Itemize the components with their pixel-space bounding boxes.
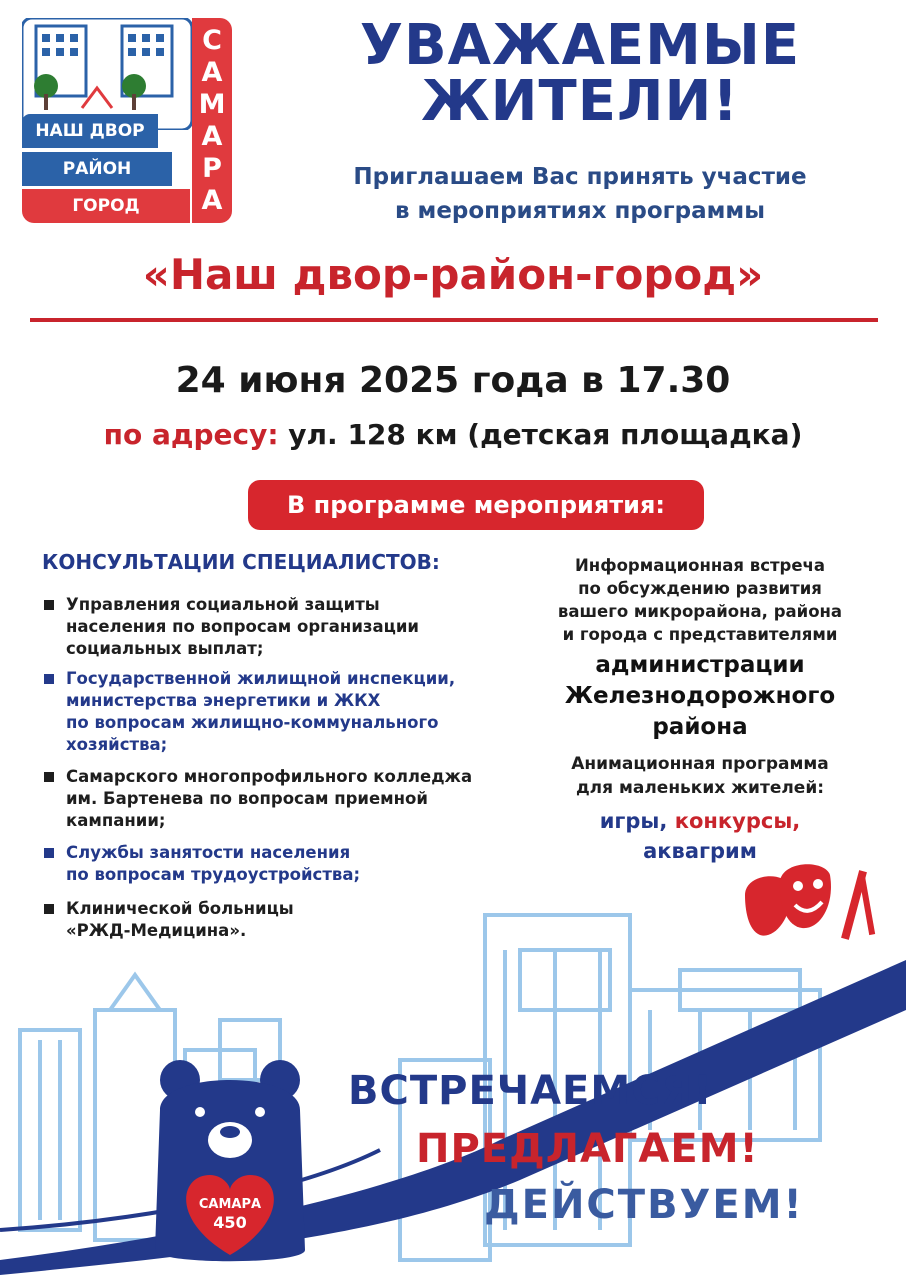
divider (30, 318, 878, 322)
slogan-propose: ПРЕДЛАГАЕМ! (416, 1126, 759, 1172)
heart-line-1: САМАРА (198, 1197, 262, 1212)
item-line: Управления социальной защиты (66, 595, 380, 614)
slogan-act: ДЕЙСТВУЕМ! (484, 1182, 804, 1228)
bullet-icon (44, 904, 54, 914)
program-badge: В программе мероприятия: (248, 480, 704, 530)
title-line-1: УВАЖАЕМЫЕ (359, 13, 801, 78)
item-line: по вопросам трудоустройства; (66, 865, 361, 884)
item-line: Службы занятости населения (66, 843, 351, 862)
subtitle-line-1: Приглашаем Вас принять участие (353, 164, 807, 190)
info-line: вашего микрорайона, района (557, 602, 843, 621)
heart-line-2: 450 (213, 1213, 247, 1232)
bear-mascot-icon (150, 1050, 310, 1270)
anim-line: для маленьких жителей: (575, 778, 825, 798)
admin-line: администрации (595, 652, 805, 678)
info-meeting-text (520, 554, 880, 646)
item-line: населения по вопросам организации (66, 617, 419, 636)
item-line: хозяйства; (66, 735, 168, 754)
item-line: Государственной жилищной инспекции, (66, 669, 456, 688)
bullet-icon (44, 600, 54, 610)
address-value: ул. 128 км (детская площадка) (288, 418, 803, 451)
address-label: по адресу: (103, 418, 279, 451)
bullet-icon (44, 848, 54, 858)
event-address (0, 418, 906, 451)
item-line: Клинической больницы (66, 899, 294, 918)
item-line: Самарского многопрофильного колледжа (66, 767, 473, 786)
logo-raion: РАЙОН (22, 152, 172, 186)
consultation-item (44, 898, 484, 942)
consultation-item (44, 766, 484, 832)
consultation-item (44, 842, 484, 886)
slogan-meet: ВСТРЕЧАЕМСЯ! (348, 1068, 713, 1114)
item-line: кампании; (66, 811, 166, 830)
info-line: Информационная встреча (575, 556, 825, 575)
title-line-2: ЖИТЕЛИ! (421, 69, 739, 134)
consultation-item (44, 668, 484, 756)
logo (22, 18, 232, 223)
consultations-heading: КОНСУЛЬТАЦИИ СПЕЦИАЛИСТОВ: (42, 550, 440, 574)
logo-nash-dvor: НАШ ДВОР (22, 114, 158, 148)
consultation-item (44, 594, 484, 660)
page-title (300, 13, 860, 134)
info-line: по обсуждению развития (578, 579, 822, 598)
animation-program-text (520, 752, 880, 800)
contests-label: конкурсы, (674, 809, 801, 833)
item-line: «РЖД-Медицина». (66, 921, 247, 940)
theatre-masks-icon (740, 860, 880, 950)
admin-line: Железнодорожного (564, 683, 836, 709)
subtitle (290, 160, 870, 228)
event-date: 24 июня 2025 года в 17.30 (175, 360, 731, 401)
item-line: министерства энергетики и ЖКХ (66, 691, 381, 710)
bullet-icon (44, 674, 54, 684)
aquagrim-label: аквагрим (643, 839, 757, 863)
info-line: и города с представителями (562, 625, 838, 644)
games-label: игры, (599, 809, 668, 833)
anim-line: Анимационная программа (571, 754, 829, 774)
item-line: им. Бартенева по вопросам приемной (66, 789, 428, 808)
item-line: по вопросам жилищно-коммунального (66, 713, 439, 732)
subtitle-line-2: в мероприятиях программы (394, 198, 766, 224)
program-name: «Наш двор-район-город» (142, 250, 764, 299)
activities-list (520, 806, 880, 866)
item-line: социальных выплат; (66, 639, 264, 658)
logo-samara-vertical: С А М А Р А (192, 18, 232, 223)
logo-gorod: ГОРОД (22, 189, 190, 223)
administration-text (520, 650, 880, 743)
bullet-icon (44, 772, 54, 782)
admin-line: района (652, 714, 748, 740)
